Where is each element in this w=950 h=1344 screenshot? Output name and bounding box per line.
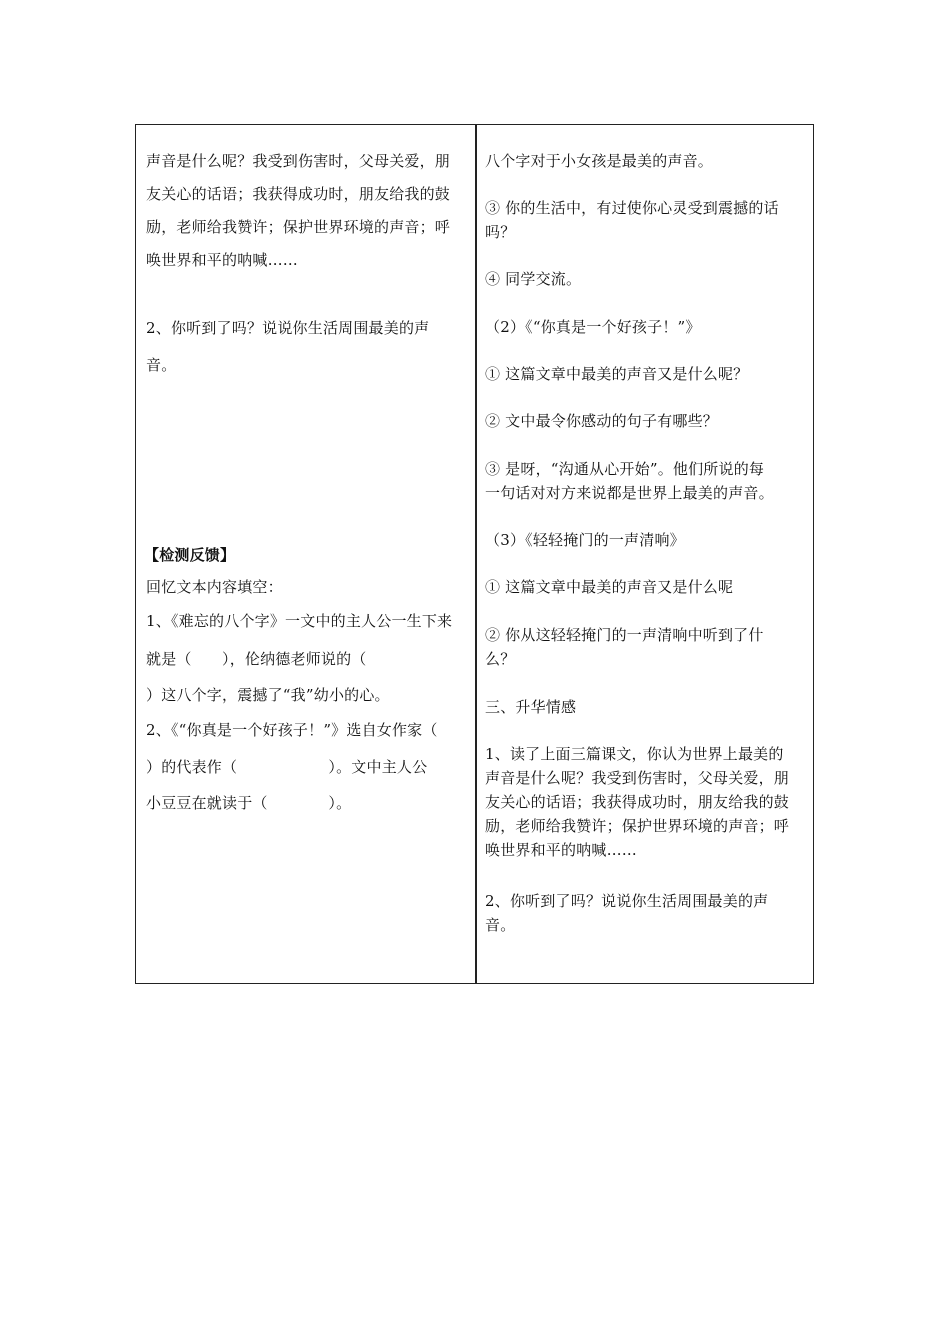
right-line-16: 声音是什么呢？我受到伤害时，父母关爱，朋 xyxy=(485,769,790,787)
right-line-7: ② 文中最令你感动的句子有哪些？ xyxy=(485,412,718,430)
left-p2-line-1: 2、你听到了吗？说说你生活周围最美的声 xyxy=(146,319,430,337)
q2-line-3: 小豆豆在就读于（ ）。 xyxy=(146,794,352,812)
right-line-19: 唤世界和平的呐喊…… xyxy=(485,841,638,859)
right-line-3: 吗？ xyxy=(485,223,516,241)
right-cell xyxy=(477,125,813,983)
right-line-17: 友关心的话语；我获得成功时，朋友给我的鼓 xyxy=(485,793,790,811)
left-p1-line-4: 唤世界和平的呐喊…… xyxy=(146,251,299,269)
right-line-11: ① 这篇文章中最美的声音又是什么呢 xyxy=(485,578,734,596)
right-line-12: ② 你从这轻轻掩门的一声清响中听到了什 xyxy=(485,626,764,644)
right-line-4: ④ 同学交流。 xyxy=(485,270,582,288)
section-heading: 三、升华情感 xyxy=(485,698,577,716)
right-line-15: 1、读了上面三篇课文，你认为世界上最美的 xyxy=(485,745,784,763)
left-p1-line-3: 励，老师给我赞许；保护世界环境的声音；呼 xyxy=(146,218,451,236)
right-line-10: （3）《轻轻掩门的一声清响》 xyxy=(485,531,685,549)
right-line-6: ① 这篇文章中最美的声音又是什么呢？ xyxy=(485,365,749,383)
right-line-13: 么？ xyxy=(485,650,516,668)
q1-line-3: ）这八个字，震撼了“我”幼小的心。 xyxy=(146,686,390,704)
right-line-2: ③ 你的生活中，有过使你心灵受到震撼的话 xyxy=(485,199,779,217)
right-line-21: 音。 xyxy=(485,916,516,934)
right-line-9: 一句话对对方来说都是世界上最美的声音。 xyxy=(485,484,774,502)
right-line-1: 八个字对于小女孩是最美的声音。 xyxy=(485,152,714,170)
right-line-5: （2）《“你真是一个好孩子！”》 xyxy=(485,318,701,336)
right-line-8: ③ 是呀，“沟通从心开始”。他们所说的每 xyxy=(485,460,765,478)
left-p1-line-1: 声音是什么呢？我受到伤害时，父母关爱，朋 xyxy=(146,152,451,170)
left-p1-line-2: 友关心的话语；我获得成功时，朋友给我的鼓 xyxy=(146,185,451,203)
right-line-18: 励，老师给我赞许；保护世界环境的声音；呼 xyxy=(485,817,790,835)
left-p2-line-2: 音。 xyxy=(146,356,177,374)
feedback-intro: 回忆文本内容填空： xyxy=(146,578,283,596)
lesson-table xyxy=(135,124,814,984)
feedback-heading: 【检测反馈】 xyxy=(144,546,236,564)
q1-line-2: 就是（ ），伦纳德老师说的（ xyxy=(146,650,367,668)
q1-line-1: 1、《难忘的八个字》一文中的主人公一生下来 xyxy=(146,612,453,630)
right-line-20: 2、你听到了吗？说说你生活周围最美的声 xyxy=(485,892,769,910)
q2-line-1: 2、《“你真是一个好孩子！”》选自女作家（ xyxy=(146,721,438,739)
q2-line-2: ）的代表作（ ）。文中主人公 xyxy=(146,758,428,776)
left-cell xyxy=(136,125,475,983)
